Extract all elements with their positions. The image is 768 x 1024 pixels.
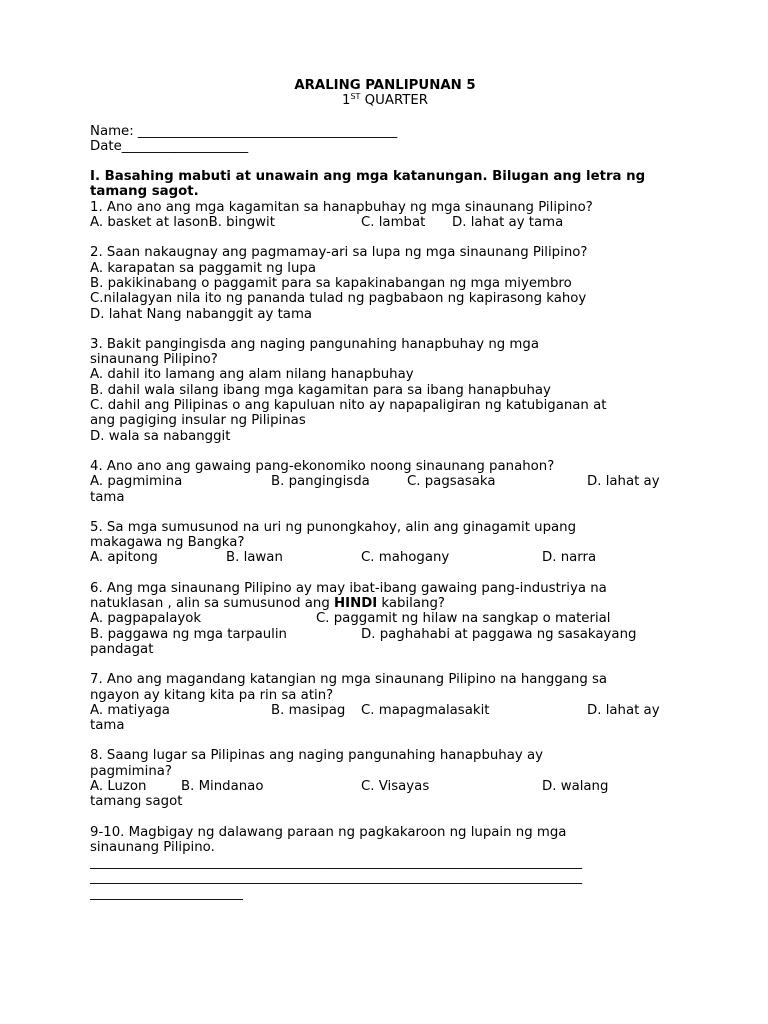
- question-5-choices: [90, 550, 680, 565]
- choice-b[interactable]: B. lawan: [226, 550, 283, 566]
- question-6-emphasis: HINDI: [334, 596, 378, 612]
- question-6-cont: [90, 596, 680, 611]
- choice-c[interactable]: C. paggamit ng hilaw na sangkap o material: [316, 611, 611, 627]
- choice-d[interactable]: D. paghahabi at paggawa ng sasakayang: [361, 626, 637, 642]
- question-7-choices: [90, 703, 680, 718]
- choice-a[interactable]: A. basket at lasonB. bingwit: [90, 215, 275, 231]
- question-5-cont: makagawa ng Bangka?: [90, 535, 245, 551]
- choice-a[interactable]: A. pagmimina: [90, 474, 183, 490]
- choice-a[interactable]: A. karapatan sa paggamit ng lupa: [90, 260, 316, 276]
- question-8: 8. Saang lugar sa Pilipinas ang naging pangunahing hanapbuhay ay: [90, 748, 543, 764]
- choice-d[interactable]: D. lahat Nang nabanggit ay tama: [90, 306, 313, 322]
- question-8-choices: [90, 779, 680, 794]
- answer-line-3[interactable]: _______________________: [90, 885, 243, 901]
- question-8-cont: pagmimina?: [90, 763, 172, 779]
- choice-a[interactable]: A. Luzon: [90, 778, 147, 794]
- answer-line-1[interactable]: __________________________________________________________________________: [90, 855, 582, 871]
- choice-d-cont[interactable]: tama: [90, 489, 125, 505]
- question-9-10: 9-10. Magbigay ng dalawang paraan ng pagkakaroon ng lupain ng mga: [90, 824, 567, 840]
- question-6-choices-row1: [90, 611, 680, 626]
- question-6: 6. Ang mga sinaunang Pilipino ay may ibat-ibang gawaing pang-industriya na: [90, 580, 607, 596]
- choice-c[interactable]: C. mahogany: [361, 550, 450, 566]
- choice-d[interactable]: D. lahat ay: [587, 474, 660, 490]
- choice-c[interactable]: C. dahil ang Pilipinas o ang kapuluan nito ay napapaligiran ng katubiganan at: [90, 398, 607, 414]
- date-field[interactable]: Date___________________: [90, 138, 249, 154]
- choice-d[interactable]: D. wala sa nabanggit: [90, 428, 231, 444]
- choice-c[interactable]: C. pagsasaka: [407, 474, 496, 490]
- choice-b[interactable]: B. pangingisda: [271, 474, 370, 490]
- choice-c[interactable]: C. mapagmalasakit: [361, 702, 490, 718]
- choice-d-cont[interactable]: pandagat: [90, 641, 154, 657]
- choice-b[interactable]: B. pakikinabang o paggamit para sa kapakinabangan ng mga miyembro: [90, 275, 572, 291]
- choice-d[interactable]: D. lahat ay: [587, 702, 660, 718]
- quarter-superscript: ST: [350, 92, 361, 102]
- question-1: 1. Ano ano ang mga kagamitan sa hanapbuhay ng mga sinaunang Pilipino?: [90, 199, 593, 215]
- choice-d[interactable]: D. lahat ay tama: [452, 215, 564, 231]
- question-7-cont: ngayon ay kitang kita pa rin sa atin?: [90, 687, 334, 703]
- choice-c[interactable]: C. lambat: [361, 215, 426, 231]
- question-5: 5. Sa mga sumusunod na uri ng punongkahoy, alin ang ginagamit upang: [90, 519, 577, 535]
- choice-d-cont[interactable]: tama: [90, 718, 125, 734]
- choice-b[interactable]: B. paggawa ng mga tarpaulin: [90, 626, 287, 642]
- question-6-choices-row2: [90, 627, 680, 642]
- question-6-text-post: kabilang?: [377, 596, 445, 612]
- choice-a[interactable]: A. apitong: [90, 550, 158, 566]
- choice-b[interactable]: B. masipag: [271, 702, 346, 718]
- choice-a[interactable]: A. dahil ito lamang ang alam nilang hanapbuhay: [90, 367, 414, 383]
- quarter-number: 1: [342, 93, 351, 109]
- choice-b[interactable]: B. Mindanao: [181, 778, 264, 794]
- choice-d[interactable]: D. narra: [542, 550, 597, 566]
- choice-b[interactable]: B. dahil wala silang ibang mga kagamitan para sa ibang hanapbuhay: [90, 382, 551, 398]
- question-2: 2. Saan nakaugnay ang pagmamay-ari sa lupa ng mga sinaunang Pilipino?: [90, 245, 588, 261]
- choice-c[interactable]: C.nilalagyan nila ito ng pananda tulad ng pagbabaon ng kapirasong kahoy: [90, 291, 587, 307]
- instruction: I. Basahing mabuti at unawain ang mga katanungan. Bilugan ang letra ng tamang sagot.: [90, 169, 646, 200]
- question-3-cont: sinaunang Pilipino?: [90, 352, 218, 368]
- choice-d-cont[interactable]: tamang sagot: [90, 794, 183, 810]
- worksheet: [90, 78, 680, 901]
- choice-a[interactable]: A. matiyaga: [90, 702, 170, 718]
- question-4-choices: [90, 474, 680, 489]
- question-6-text-pre: natuklasan , alin sa sumusunod ang: [90, 596, 334, 612]
- worksheet-title: ARALING PANLIPUNAN 5: [294, 78, 476, 93]
- quarter-label: [90, 93, 680, 108]
- question-4: 4. Ano ano ang gawaing pang-ekonomiko noong sinaunang panahon?: [90, 458, 555, 474]
- choice-a[interactable]: A. pagpapalayok: [90, 611, 202, 627]
- choice-c[interactable]: C. Visayas: [361, 778, 430, 794]
- question-9-10-cont: sinaunang Pilipino.: [90, 839, 215, 855]
- question-7: 7. Ano ang magandang katangian ng mga sinaunang Pilipino na hanggang sa: [90, 672, 608, 688]
- question-1-choices: [90, 215, 680, 230]
- quarter-text: QUARTER: [360, 93, 428, 109]
- choice-d[interactable]: D. walang: [542, 778, 609, 794]
- choice-c-cont[interactable]: ang pagiging insular ng Pilipinas: [90, 413, 306, 429]
- name-field[interactable]: Name: _______________________________________: [90, 123, 398, 139]
- answer-line-2[interactable]: __________________________________________________________________________: [90, 870, 582, 886]
- question-3: 3. Bakit pangingisda ang naging pangunahing hanapbuhay ng mga: [90, 336, 539, 352]
